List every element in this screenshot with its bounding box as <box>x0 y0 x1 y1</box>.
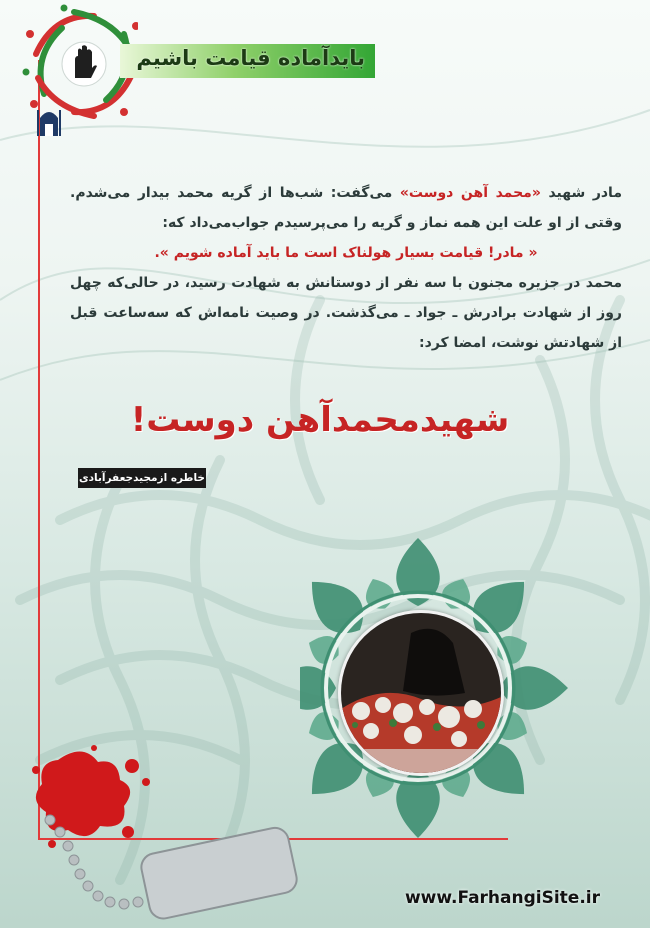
banner-title: بایدآماده قیامت باشیم <box>136 46 365 70</box>
story-paragraph-1 <box>70 178 622 238</box>
mourning-photo-image <box>341 613 501 773</box>
dog-tag <box>40 810 300 928</box>
frame-line-left <box>38 60 40 840</box>
story-paragraph-2: محمد در جزیره مجنون با سه نفر از دوستانش به شهادت رسید، در حالی‌که چهل روز از شهادت برادرش ـ جواد ـ می‌گذشت. در وصیت نامه‌اش که سه‌ساعت قبل از شهادتش نوشت، امضا کرد: <box>70 275 622 351</box>
intro-before: مادر شهید <box>540 185 622 201</box>
mosque-icon <box>36 104 62 138</box>
martyr-signature: شهیدمحمدآهن دوست! <box>130 400 510 440</box>
story-text <box>70 178 622 358</box>
martyr-name: «محمد آهن دوست» <box>399 185 541 201</box>
mother-quote <box>70 238 622 268</box>
title-banner <box>120 44 375 78</box>
intro-after: می‌گفت: شب‌ها از گریه محمد بیدار می‌شدم. وقتی از او علت این همه نماز و گریه را می‌پرسیدم جواب‌می‌داد که: <box>70 185 622 231</box>
quote-text: « مادر! قیامت بسیار هولناک است ما باید آماده شویم ». <box>154 245 538 261</box>
mourning-photo <box>338 610 504 776</box>
hand-emblem-icon <box>8 2 138 122</box>
website-url[interactable]: www.FarhangiSite.ir <box>404 888 600 908</box>
memoir-credit: خاطره ازمجیدجعفرآبادی <box>78 468 206 488</box>
